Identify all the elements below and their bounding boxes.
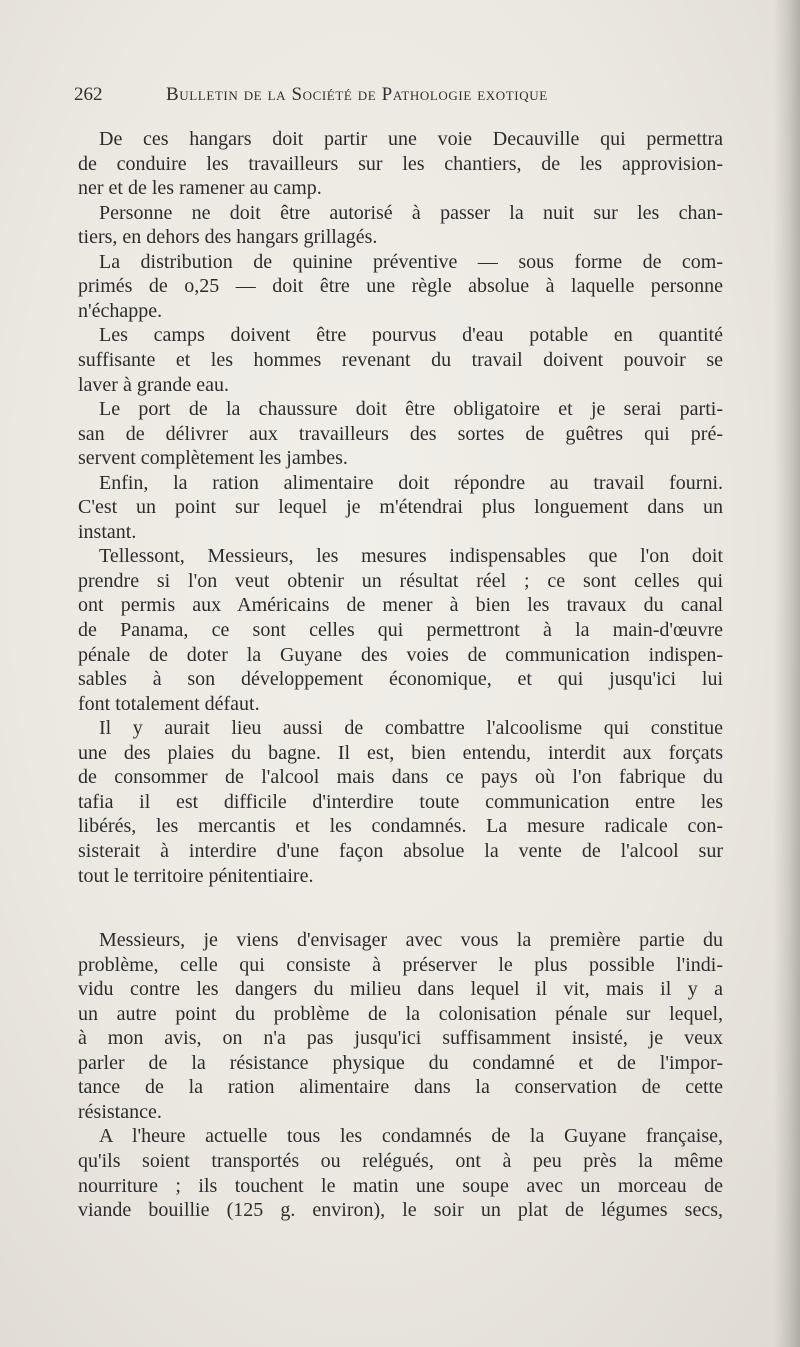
text-line: Les camps doivent être pourvus d'eau potable en quantité bbox=[99, 324, 723, 347]
text-line: font totalement défaut. bbox=[78, 692, 260, 715]
text-line: De ces hangars doit partir une voie Decauville qui permettra bbox=[99, 128, 723, 150]
text-line: primés de o,25 — doit être une règle absolue à laquelle personne bbox=[78, 275, 723, 298]
text-line: tafia il est difficile d'interdire toute communication entre les bbox=[78, 790, 723, 813]
text-line: Enfin, la ration alimentaire doit répondre au travail fourni. bbox=[99, 471, 723, 494]
text-line: suffisante et les hommes revenant du travail doivent pouvoir se bbox=[78, 348, 723, 371]
text-line: problème, celle qui consiste à préserver le plus possible l'indi- bbox=[78, 953, 723, 976]
text-line: parler de la résistance physique du condamné et de l'impor- bbox=[78, 1051, 723, 1074]
text-line: libérés, les mercantis et les condamnés. La mesure radicale con- bbox=[78, 815, 723, 838]
text-line: sisterait à interdire d'une façon absolue la vente de l'alcool sur bbox=[78, 839, 723, 862]
text-line: Le port de la chaussure doit être obligatoire et je serai parti- bbox=[99, 398, 723, 421]
text-line: tout le territoire pénitentiaire. bbox=[78, 864, 314, 887]
text-line: de conduire les travailleurs sur les chantiers, de les approvision- bbox=[78, 152, 723, 175]
text-line: ont permis aux Américains de mener à bien les travaux du canal bbox=[78, 594, 723, 617]
text-line: C'est un point sur lequel je m'étendrai plus longuement dans un bbox=[78, 496, 723, 519]
text-line: de consommer de l'alcool mais dans ce pays où l'on fabrique du bbox=[78, 766, 723, 789]
text-line: La distribution de quinine préventive — sous forme de com- bbox=[99, 250, 723, 273]
text-line: viande bouillie (125 g. environ), le soir un plat de légumes secs, bbox=[78, 1199, 723, 1222]
text-line: de Panama, ce sont celles qui permettront à la main-d'œuvre bbox=[78, 619, 723, 641]
text-line: instant. bbox=[78, 520, 137, 543]
text-line: à mon avis, on n'a pas jusqu'ici suffisamment insisté, je veux bbox=[78, 1027, 723, 1050]
text-line: Messieurs, je viens d'envisager avec vous la première partie du bbox=[99, 929, 723, 952]
text-line: Tellessont, Messieurs, les mesures indispensables que l'on doit bbox=[99, 545, 723, 568]
text-line: une des plaies du bagne. Il est, bien entendu, interdit aux forçats bbox=[78, 741, 723, 764]
text-line: servent complètement les jambes. bbox=[78, 447, 348, 470]
text-line: A l'heure actuelle tous les condamnés de la Guyane française, bbox=[99, 1125, 723, 1148]
text-line: n'échappe. bbox=[78, 299, 163, 322]
text-line: vidu contre les dangers du milieu dans lequel il vit, mais il y a bbox=[78, 978, 723, 1001]
text-line: résistance. bbox=[78, 1100, 162, 1123]
text-line: tance de la ration alimentaire dans la conservation de cette bbox=[78, 1076, 723, 1099]
running-title: Bulletin de la Société de Pathologie exotique bbox=[166, 84, 548, 105]
text-line: pénale de doter la Guyane des voies de communication indispen- bbox=[78, 643, 723, 666]
page-number: 262 bbox=[74, 84, 103, 105]
text-line: sables à son développement économique, et qui jusqu'ici lui bbox=[78, 668, 723, 691]
text-line: san de délivrer aux travailleurs des sortes de guêtres qui pré- bbox=[78, 422, 723, 445]
text-line: prendre si l'on veut obtenir un résultat réel ; ce sont celles qui bbox=[78, 569, 723, 592]
text-line: Personne ne doit être autorisé à passer la nuit sur les chan- bbox=[99, 201, 723, 224]
text-line: nourriture ; ils touchent le matin une soupe avec un morceau de bbox=[78, 1174, 723, 1197]
text-line: qu'ils soient transportés ou relégués, ont à peu près la même bbox=[78, 1150, 723, 1172]
text-line: Il y aurait lieu aussi de combattre l'alcoolisme qui constitue bbox=[99, 717, 723, 740]
text-line: laver à grande eau. bbox=[78, 373, 230, 396]
text-line: ner et de les ramener au camp. bbox=[78, 177, 322, 200]
text-line: tiers, en dehors des hangars grillagés. bbox=[78, 226, 378, 249]
text-line: un autre point du problème de la colonisation pénale sur lequel, bbox=[78, 1002, 723, 1025]
